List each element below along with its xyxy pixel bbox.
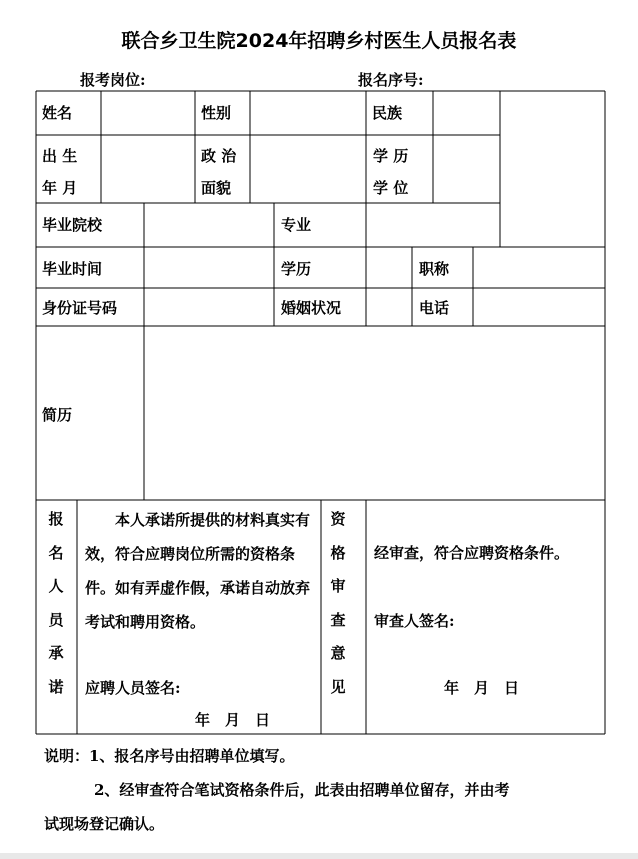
name-label: 姓名 [42,104,73,122]
school-label: 毕业院校 [42,216,103,234]
note-line-1: 说明：1、报名序号由招聘单位填写。 [44,747,295,765]
review-signature-label: 审查人签名: [374,612,455,630]
ethnicity-label: 民族 [372,104,403,122]
birth-label-line2: 年 月 [42,179,78,197]
education-label: 学历 [281,260,312,278]
major-label: 专业 [281,216,312,234]
political-label-line2: 面貌 [201,179,232,197]
pledge-date: 年 月 日 [195,711,271,729]
grad-time-label: 毕业时间 [42,260,103,278]
serial-label: 报名序号: [358,71,424,89]
marital-label: 婚姻状况 [281,299,342,317]
review-text: 经审查，符合应聘资格条件。 [374,544,570,562]
pledge-signature-label: 应聘人员签名: [85,679,181,697]
pledge-text: 本人承诺所提供的材料真实有效，符合应聘岗位所需的资格条件。如有弄虚作假，承诺自动放弃考试和聘用资格。 [85,511,311,631]
resume-label: 简历 [42,406,73,424]
political-label-line1: 政 治 [201,147,237,165]
review-vertical-label: 资格审查意见 [330,510,346,696]
gender-label: 性别 [201,104,232,122]
review-date: 年 月 日 [444,679,520,697]
degree-label-line2: 学 位 [373,179,409,197]
page-bottom-edge [0,853,638,859]
birth-label-line1: 出 生 [42,147,78,165]
id-number-label: 身份证号码 [42,299,118,317]
note-line-3: 试现场登记确认。 [44,815,165,833]
phone-label: 电话 [419,299,450,317]
form-title: 联合乡卫生院2024年招聘乡村医生人员报名表 [121,30,517,52]
pledge-vertical-label: 报名人员承诺 [48,510,64,696]
title-rank-label: 职称 [419,260,450,278]
degree-label-line1: 学 历 [373,147,409,165]
note-line-2: 2、经审查符合笔试资格条件后，此表由招聘单位留存，并由考 [94,781,510,799]
position-label: 报考岗位: [80,71,146,89]
